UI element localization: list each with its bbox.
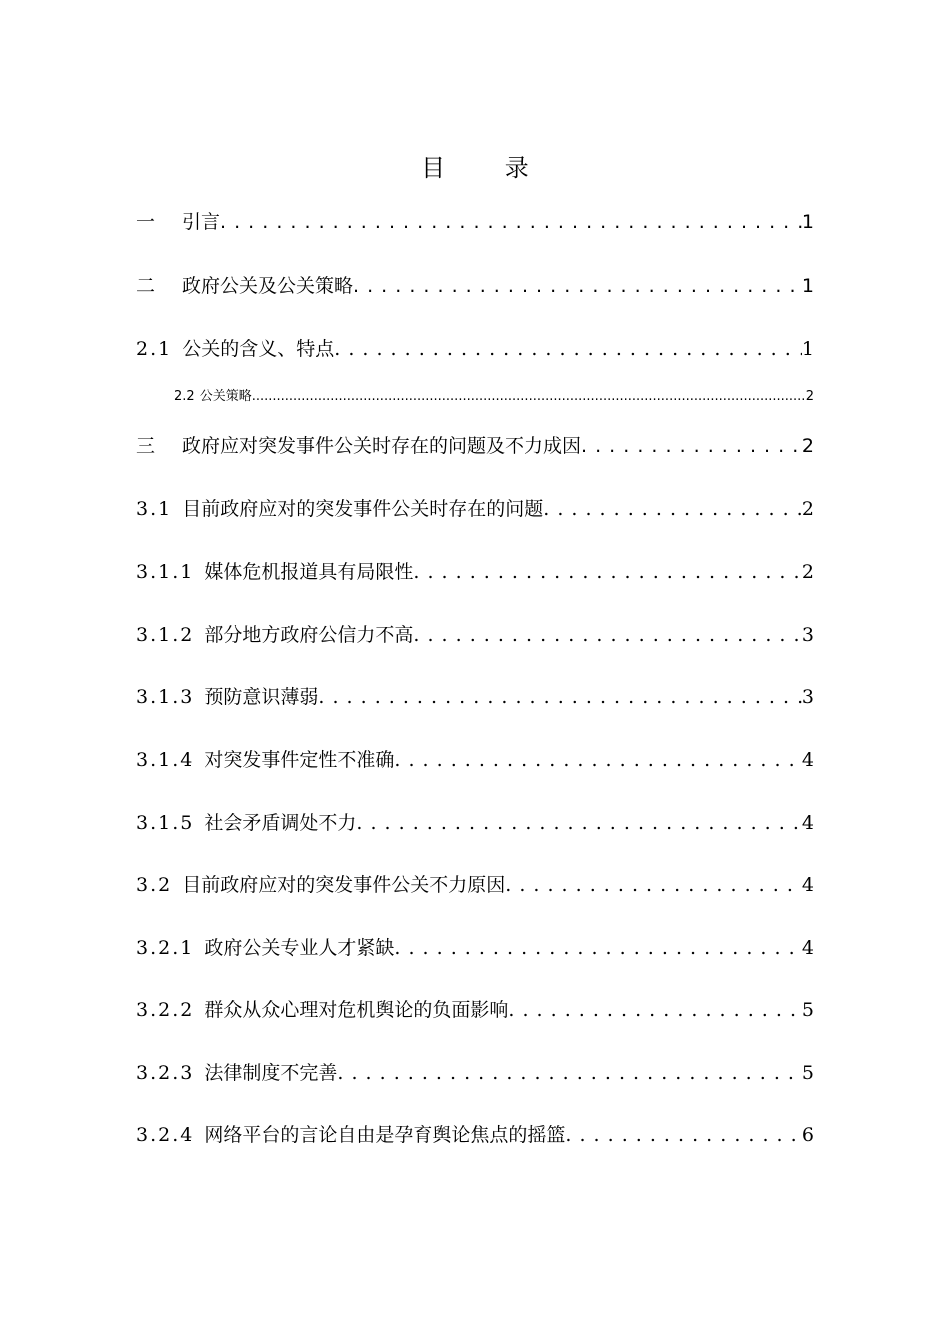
toc-entry-text: 公关的含义、特点 — [182, 338, 335, 360]
toc-page-number: 5 — [801, 1062, 814, 1084]
toc-entry-text: 政府公关及公关策略 — [182, 275, 354, 297]
toc-entry-text: 政府公关专业人才紧缺 — [204, 937, 395, 959]
toc-page-number: 3 — [801, 624, 814, 646]
toc-entry-text: 预防意识薄弱 — [204, 686, 319, 708]
toc-entry-text: 目前政府应对的突发事件公关时存在的问题 — [182, 498, 544, 520]
toc-entry[interactable] — [136, 271, 814, 298]
toc-dot-leader — [394, 749, 802, 771]
toc-entry[interactable] — [136, 1120, 814, 1147]
toc-entry[interactable] — [136, 1058, 814, 1085]
toc-entry-text: 群众从众心理对危机舆论的负面影响 — [204, 999, 509, 1021]
toc-entry-text: 对突发事件定性不准确 — [204, 749, 395, 771]
toc-dot-leader — [356, 812, 802, 834]
toc-entry-text: 公关策略 — [199, 389, 252, 404]
toc-entry-number: 一 — [136, 211, 156, 233]
toc-page-number: 5 — [801, 999, 814, 1021]
toc-entry-text: 网络平台的言论自由是孕育舆论焦点的摇篮 — [204, 1124, 566, 1146]
toc-entry-number: 3.2.2 — [136, 999, 195, 1021]
toc-entry-text: 部分地方政府公信力不高 — [204, 624, 414, 646]
toc-entry-number: 三 — [136, 435, 156, 457]
toc-entry[interactable] — [136, 431, 814, 458]
toc-dot-leader — [508, 999, 802, 1021]
toc-entry-number: 3.1.1 — [136, 561, 195, 583]
toc-dot-leader — [318, 686, 802, 708]
toc-page-number: 2 — [805, 389, 814, 404]
toc-page-number: 4 — [801, 874, 814, 896]
toc-dot-leader — [543, 498, 802, 520]
toc-entry-number: 二 — [136, 275, 156, 297]
toc-page-number: 2 — [801, 435, 814, 457]
toc-entry[interactable] — [174, 385, 814, 404]
toc-dot-leader — [394, 937, 802, 959]
toc-dot-leader — [334, 338, 802, 360]
toc-entry-number: 2.2 — [174, 389, 195, 404]
toc-entry-number: 3.1 — [136, 498, 173, 520]
toc-page-number: 3 — [801, 686, 814, 708]
toc-entry-text: 政府应对突发事件公关时存在的问题及不力成因 — [182, 435, 582, 457]
toc-dot-leader — [252, 389, 806, 404]
toc-entry[interactable] — [136, 682, 814, 709]
toc-entry[interactable] — [136, 745, 814, 772]
toc-entry[interactable] — [136, 557, 814, 584]
toc-dot-leader — [413, 624, 802, 646]
toc-entry-text: 引言 — [182, 211, 221, 233]
toc-dot-leader — [565, 1124, 802, 1146]
toc-dot-leader — [337, 1062, 802, 1084]
toc-entry-number: 3.2 — [136, 874, 173, 896]
toc-page-number: 4 — [801, 749, 814, 771]
toc-entry-number: 3.2.3 — [136, 1062, 195, 1084]
toc-entry-number: 3.2.1 — [136, 937, 195, 959]
toc-entry[interactable] — [136, 933, 814, 960]
toc-page-number: 1 — [801, 211, 814, 233]
toc-entry[interactable] — [136, 620, 814, 647]
toc-entry[interactable] — [136, 207, 814, 234]
toc-entry[interactable] — [136, 334, 814, 361]
toc-page-number: 1 — [801, 338, 814, 360]
toc-page-number: 6 — [801, 1124, 814, 1146]
toc-page-number: 2 — [801, 498, 814, 520]
toc-entry[interactable] — [136, 808, 814, 835]
toc-entry-text: 目前政府应对的突发事件公关不力原因 — [182, 874, 506, 896]
toc-page-number: 2 — [801, 561, 814, 583]
toc-entry-number: 3.2.4 — [136, 1124, 195, 1146]
toc-entry-text: 法律制度不完善 — [204, 1062, 338, 1084]
toc-entry[interactable] — [136, 995, 814, 1022]
toc-page-number: 1 — [801, 275, 814, 297]
toc-entry-number: 3.1.5 — [136, 812, 195, 834]
toc-dot-leader — [505, 874, 802, 896]
toc-page-number: 4 — [801, 937, 814, 959]
toc-entry[interactable] — [136, 870, 814, 897]
toc-dot-leader — [581, 435, 802, 457]
toc-entry-number: 3.1.3 — [136, 686, 195, 708]
toc-page-number: 4 — [801, 812, 814, 834]
toc-title: 目 录 — [421, 154, 555, 182]
toc-dot-leader — [353, 275, 802, 297]
toc-entry-number: 2.1 — [136, 338, 173, 360]
toc-entry-number: 3.1.4 — [136, 749, 195, 771]
toc-entry[interactable] — [136, 494, 814, 521]
toc-dot-leader — [220, 211, 802, 233]
toc-entry-number: 3.1.2 — [136, 624, 195, 646]
toc-entry-text: 媒体危机报道具有局限性 — [204, 561, 414, 583]
toc-entry-text: 社会矛盾调处不力 — [204, 812, 357, 834]
toc-dot-leader — [413, 561, 802, 583]
